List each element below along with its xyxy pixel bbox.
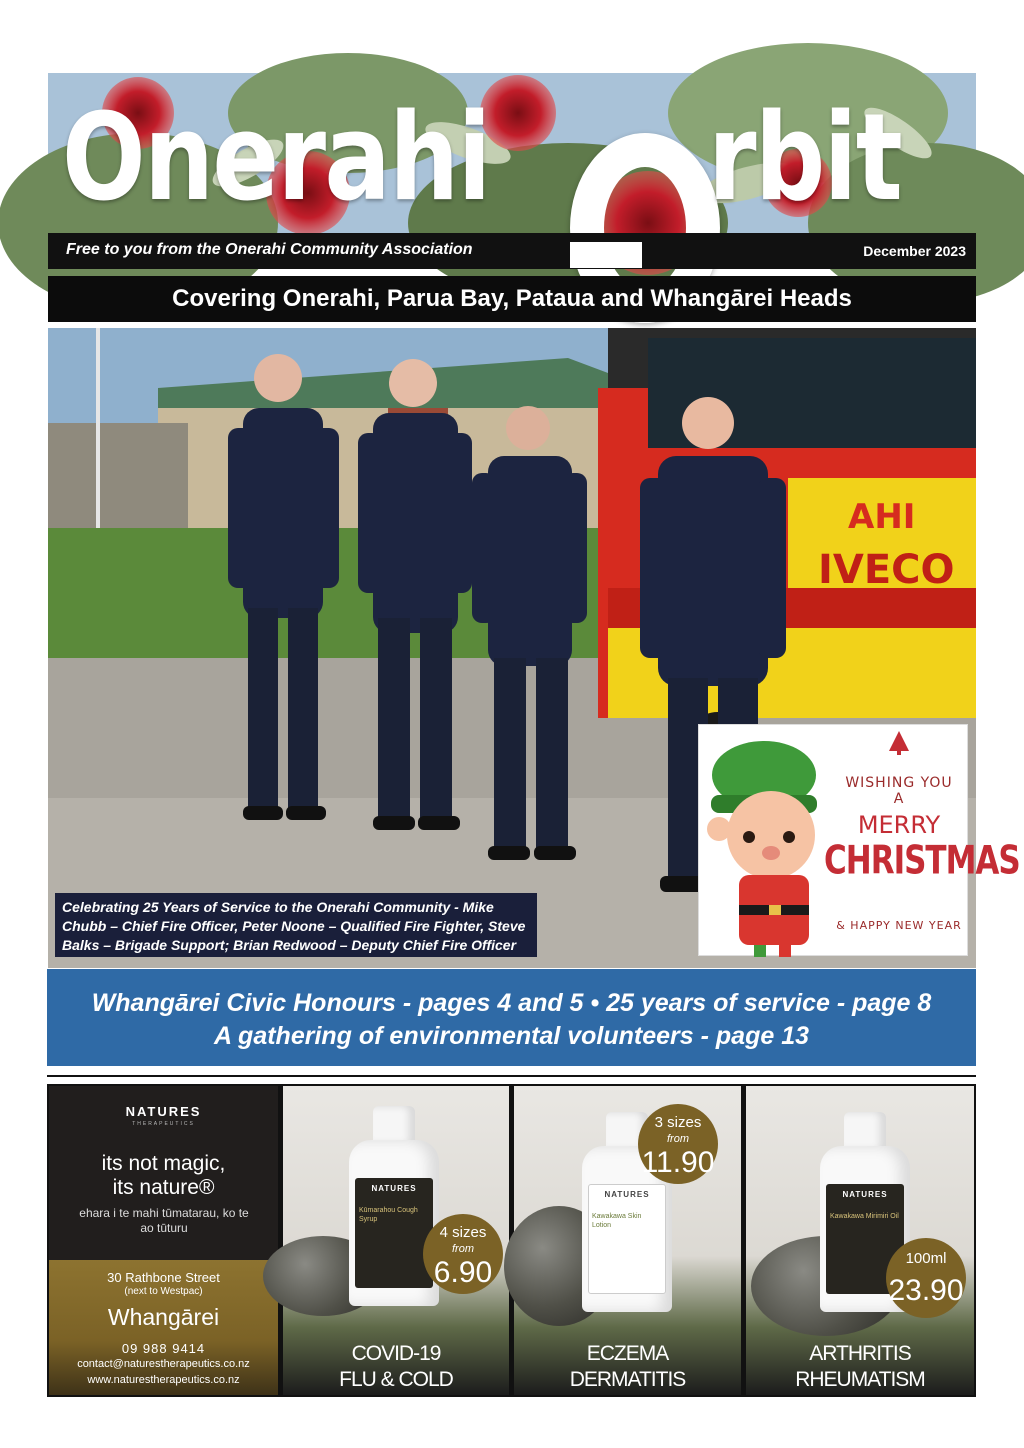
price-badge (638, 1104, 718, 1184)
product-caption-line-1: ARTHRITIS (809, 1342, 911, 1365)
ad-brand-logo: NATURES (125, 1104, 202, 1119)
divider-rule (47, 1075, 976, 1077)
christmas-card (698, 724, 1020, 956)
ad-website-link[interactable]: www.naturestherapeutics.co.nz (87, 1374, 240, 1386)
product-caption-line-1: COVID-19 (351, 1342, 441, 1365)
product-caption-line-2: DERMATITIS (569, 1368, 686, 1391)
ad-slogan-line-2: its nature® (112, 1176, 215, 1199)
bottle-product-label: Kawakawa Mirimiri Oil (830, 1213, 899, 1220)
ad-product-skin-lotion (514, 1086, 741, 1395)
price-badge (423, 1214, 503, 1294)
masthead-tagline: Free to you from the Onerahi Community Association (66, 241, 473, 258)
truck-iveco-text: IVECO (818, 547, 955, 593)
product-caption-line-2: FLU & COLD (339, 1368, 453, 1391)
badge-from-text: from (452, 1243, 474, 1255)
xmas-wishing-text: WISHING YOU A (845, 775, 953, 807)
coverage-banner: Covering Onerahi, Parua Bay, Pataua and Whangārei Heads (48, 276, 976, 322)
xmas-merry-text: MERRY (857, 811, 941, 839)
ad-address-note: (next to Westpac) (124, 1286, 203, 1297)
ad-email-link[interactable]: contact@naturestherapeutics.co.nz (77, 1358, 250, 1370)
issue-date: December 2023 (863, 243, 966, 259)
product-caption-line-1: ECZEMA (586, 1342, 669, 1365)
badge-price: 11.90 (641, 1146, 715, 1179)
ad-slogan-line-1: its not magic, (101, 1152, 226, 1175)
ad-city: Whangārei (107, 1304, 220, 1330)
ad-maori-slogan: ehara i te mahi tūmatarau, ko te ao tūturu (79, 1206, 249, 1235)
bottle-product-label: Kawakawa Skin Lotion (592, 1213, 642, 1229)
badge-price: 6.90 (433, 1256, 493, 1289)
badge-size-text: 4 sizes (439, 1224, 487, 1241)
bottle-brand-label: NATURES (371, 1184, 417, 1193)
inside-headlines-banner (47, 969, 976, 1066)
ad-brand-panel (49, 1086, 278, 1395)
masthead (48, 73, 976, 269)
product-caption-line-2: RHEUMATISM (795, 1368, 925, 1391)
bottle-brand-label: NATURES (842, 1190, 888, 1199)
tree-icon (889, 731, 909, 755)
natures-therapeutics-ad (47, 1084, 976, 1397)
hero-caption: Celebrating 25 Years of Service to the Onerahi Community - Mike Chubb – Chief Fire Officer, Peter Noone – Qualified Fire Fighter, Steve Balks – Brigade Support; Brian Redwood – Deputy Chief Fire Officer (55, 893, 537, 957)
ad-product-mirimiri-oil (746, 1086, 974, 1395)
xmas-christmas-text: CHRISTMAS (824, 838, 1020, 884)
badge-size-text: 100ml (905, 1250, 947, 1267)
elf-illustration (699, 725, 829, 957)
headline-line-1[interactable]: Whangārei Civic Honours - pages 4 and 5 • 25 years of service - page 8 (91, 989, 932, 1017)
masthead-o-overlap (570, 242, 642, 268)
ad-address: 30 Rathbone Street (107, 1270, 220, 1285)
bottle-brand-label: NATURES (604, 1190, 650, 1199)
badge-size-text: 3 sizes (654, 1114, 702, 1131)
badge-from-text: from (667, 1133, 689, 1145)
ad-brand-logo-sub: THERAPEUTICS (132, 1121, 195, 1127)
ad-phone[interactable]: 09 988 9414 (121, 1341, 206, 1356)
truck-ahi-text: AHI (848, 497, 916, 537)
price-badge (886, 1238, 966, 1318)
bottle-product-label: Kūmarahou Cough Syrup (359, 1207, 418, 1223)
masthead-title-onerahi: Onerahi (62, 89, 490, 228)
headline-line-2[interactable]: A gathering of environmental volunteers - page 13 (213, 1022, 810, 1050)
masthead-title-orbit: rbit (708, 89, 902, 228)
badge-price: 23.90 (888, 1274, 964, 1307)
xmas-new-year-text: & HAPPY NEW YEAR (836, 919, 962, 932)
ad-product-cough-syrup (283, 1086, 509, 1395)
